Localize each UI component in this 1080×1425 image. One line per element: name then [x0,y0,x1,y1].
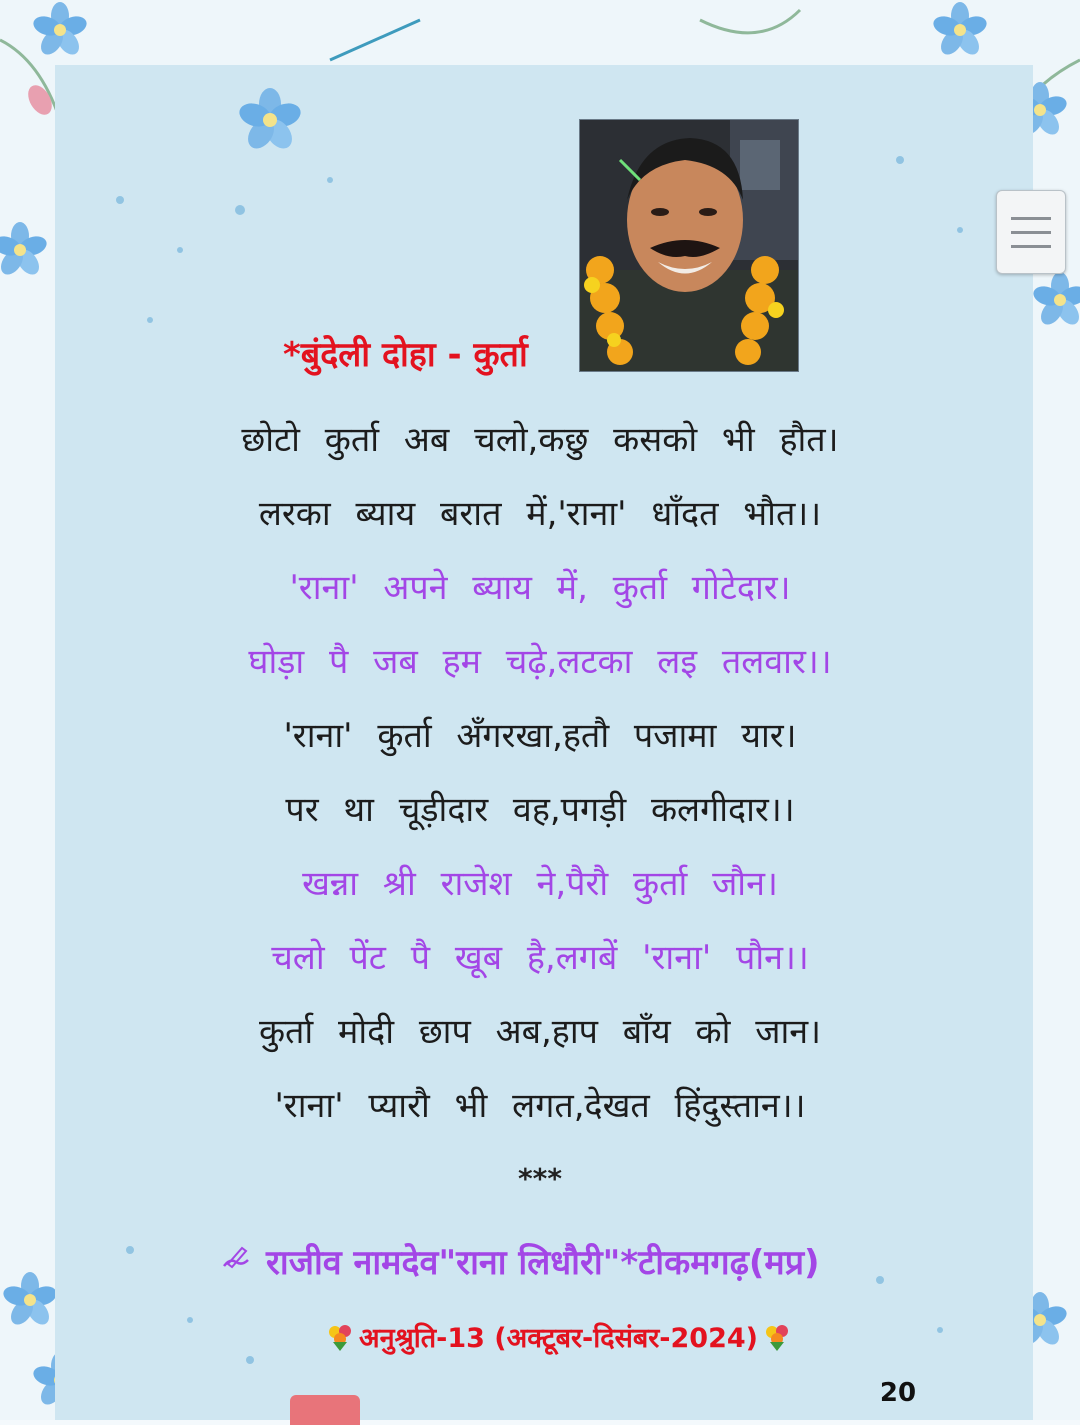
poem-title: *बुंदेली दोहा - कुर्ता [283,335,528,375]
flower-bouquet-icon [762,1322,792,1352]
poem-line: 'राना' प्यारौ भी लगत,देखत हिंदुस्तान।। [274,1086,806,1126]
poem-line: 'राना' कुर्ता अँगरखा,हतौ पजामा यार। [283,716,797,756]
poem-body [150,410,930,1150]
hamburger-icon [1011,217,1051,220]
issue-text: अनुश्रुति-13 (अक्टूबर-दिसंबर-2024) [359,1323,758,1354]
menu-button[interactable] [996,190,1066,274]
poem-line: चलो पेंट पै खूब है,लगबें 'राना' पौन।। [271,938,809,978]
author-credit [220,1238,920,1284]
writing-hand-icon [220,1241,254,1281]
poem-line: छोटो कुर्ता अब चलो,कछु कसको भी हौत। [241,420,839,460]
app-badge[interactable] [290,1395,360,1425]
issue-label [325,1318,845,1355]
poem-line: लरका ब्याय बरात में,'राना' धाँदत भौत।। [258,494,822,534]
section-separator: *** [518,1162,562,1195]
poem-line: 'राना' अपने ब्याय में, कुर्ता गोटेदार। [289,568,791,608]
author-name: राजीव नामदेव"राना लिधौरी"*टीकमगढ़(मप्र) [266,1243,820,1283]
poem-line: कुर्ता मोदी छाप अब,हाप बाँय को जान। [258,1012,822,1052]
hamburger-icon [1011,245,1051,248]
flower-bouquet-icon [325,1322,355,1352]
poem-line: खन्ना श्री राजेश ने,पैरौ कुर्ता जौन। [302,864,778,904]
poem-line: घोड़ा पै जब हम चढ़े,लटका लइ तलवार।। [248,642,832,682]
poem-line: पर था चूड़ीदार वह,पगड़ी कलगीदार।। [285,790,795,830]
author-photo [579,119,799,372]
page-number: 20 [879,1378,917,1408]
hamburger-icon [1011,231,1051,234]
